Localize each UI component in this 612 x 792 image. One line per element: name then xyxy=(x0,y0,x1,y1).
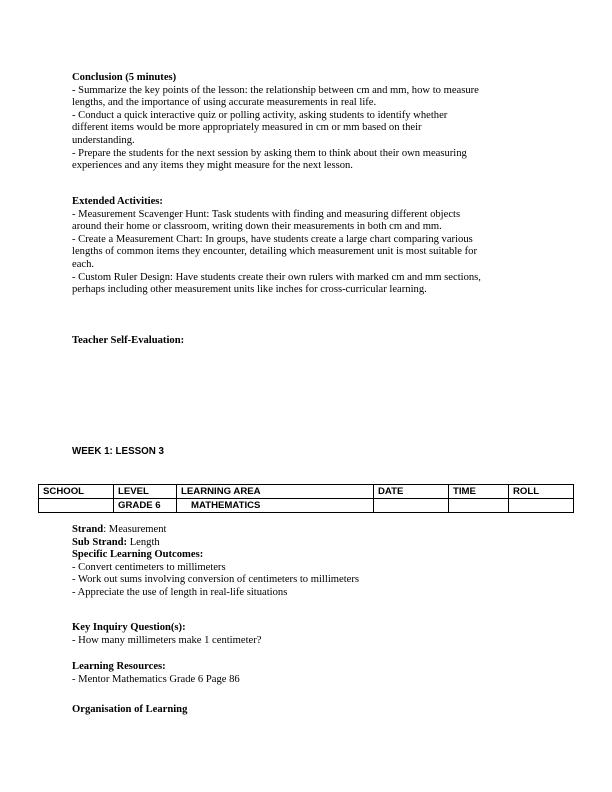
extended-line: around their home or classroom, writing down their measurements in both cm and mm. xyxy=(72,221,442,233)
resources-heading: Learning Resources: xyxy=(72,661,166,672)
self-evaluation-heading: Teacher Self-Evaluation: xyxy=(72,335,185,346)
organisation-heading: Organisation of Learning xyxy=(72,704,188,715)
strand-line xyxy=(72,524,542,537)
header-learning-area: LEARNING AREA xyxy=(177,485,374,499)
extended-heading: Extended Activities: xyxy=(72,196,163,207)
outcome-item: - Convert centimeters to millimeters xyxy=(72,561,226,573)
lesson-details-section xyxy=(72,524,542,600)
cell-school xyxy=(39,499,114,513)
conclusion-heading: Conclusion (5 minutes) xyxy=(72,72,177,83)
table-data-row xyxy=(39,499,574,513)
conclusion-section xyxy=(72,72,542,173)
cell-learning-area: MATHEMATICS xyxy=(177,499,374,513)
conclusion-line: understanding. xyxy=(72,134,135,146)
conclusion-line: - Conduct a quick interactive quiz or polling activity, asking students to identify whether xyxy=(72,109,448,121)
header-date: DATE xyxy=(374,485,449,499)
outcome-item: - Work out sums involving conversion of centimeters to millimeters xyxy=(72,574,359,586)
self-evaluation-section xyxy=(72,335,542,348)
outcomes-heading: Specific Learning Outcomes: xyxy=(72,549,204,561)
resource-item: - Mentor Mathematics Grade 6 Page 86 xyxy=(72,673,240,685)
header-level: LEVEL xyxy=(114,485,177,499)
cell-time xyxy=(449,499,509,513)
cell-date xyxy=(374,499,449,513)
header-time: TIME xyxy=(449,485,509,499)
extended-activities-section xyxy=(72,196,542,297)
strand-label: Strand xyxy=(72,524,104,535)
organisation-section xyxy=(72,704,542,717)
conclusion-line: - Prepare the students for the next session by asking them to think about their own measuring xyxy=(72,147,467,159)
substrand-line xyxy=(72,537,542,550)
lesson-info-table xyxy=(38,484,574,513)
inquiry-section xyxy=(72,622,542,647)
conclusion-line: - Summarize the key points of the lesson: the relationship between cm and mm, how to measure xyxy=(72,84,479,96)
outcome-item: - Appreciate the use of length in real-life situations xyxy=(72,586,288,598)
substrand-value: Length xyxy=(127,536,160,548)
cell-roll xyxy=(509,499,574,513)
substrand-label: Sub Strand: xyxy=(72,536,128,548)
extended-line: lengths of common items they encounter, detailing which measurement unit is most suitable for xyxy=(72,246,477,258)
week-lesson-label: WEEK 1: LESSON 3 xyxy=(72,446,164,457)
inquiry-item: - How many millimeters make 1 centimeter? xyxy=(72,634,262,646)
resources-section xyxy=(72,661,542,686)
extended-line: - Create a Measurement Chart: In groups, have students create a large chart comparing various xyxy=(72,233,473,245)
conclusion-line: lengths, and the importance of using accurate measurements in real life. xyxy=(72,97,377,109)
extended-line: - Measurement Scavenger Hunt: Task students with finding and measuring different objects xyxy=(72,208,461,220)
cell-level: GRADE 6 xyxy=(114,499,177,513)
extended-line: each. xyxy=(72,258,95,270)
extended-line: perhaps including other measurement units like inches for cross-curricular learning. xyxy=(72,284,427,296)
inquiry-heading: Key Inquiry Question(s): xyxy=(72,622,186,633)
conclusion-line: experiences and any items they might measure for the next lesson. xyxy=(72,160,353,172)
header-roll: ROLL xyxy=(509,485,574,499)
extended-line: - Custom Ruler Design: Have students create their own rulers with marked cm and mm sections, xyxy=(72,271,481,283)
header-school: SCHOOL xyxy=(39,485,114,499)
strand-value: : Measurement xyxy=(103,524,167,535)
table-header-row xyxy=(39,485,574,499)
conclusion-line: different items would be more appropriately measured in cm or mm based on their xyxy=(72,122,422,134)
